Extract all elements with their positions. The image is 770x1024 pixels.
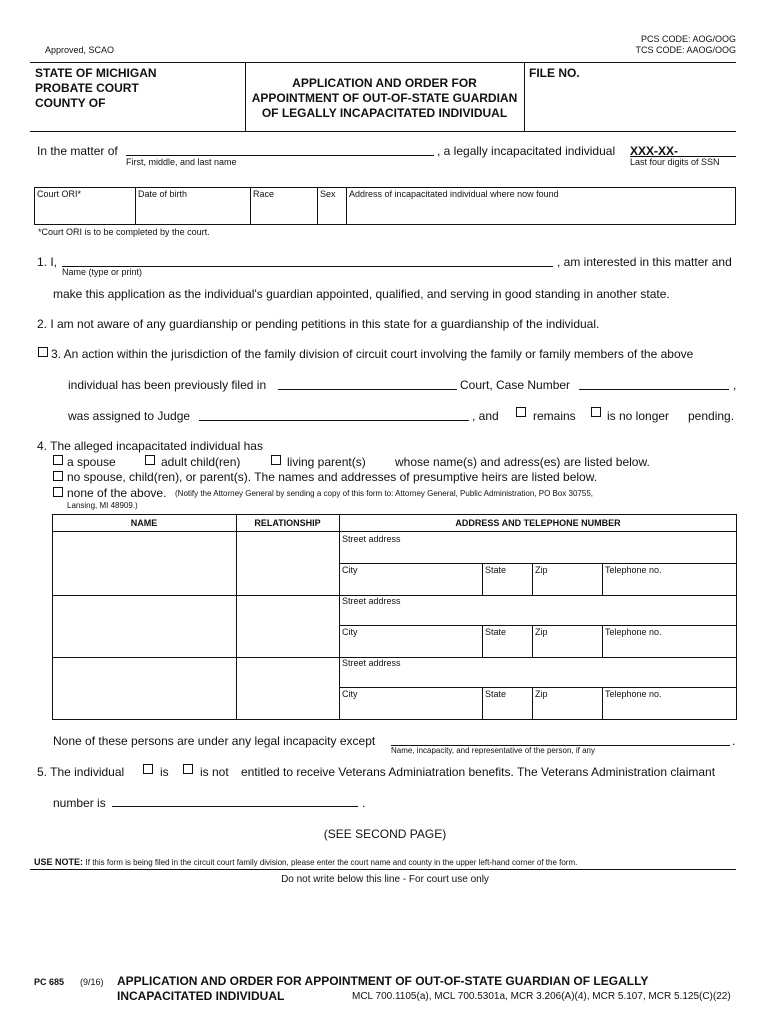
ag-note-line1: (Notify the Attorney General by sending a copy of this form to: Attorney General, Public Administration, PO Box 30755, — [175, 489, 593, 498]
form-title-line-1: APPLICATION AND ORDER FOR — [292, 76, 477, 90]
heir1-state-label: State — [485, 565, 507, 575]
heirs-name-header: NAME — [130, 518, 158, 528]
form-title — [245, 76, 524, 121]
file-no-field[interactable] — [526, 80, 734, 128]
name-caption: First, middle, and last name — [126, 157, 237, 167]
no-longer-label: is no longer — [607, 409, 670, 423]
court-use-label: Do not write below this line - For court use only — [281, 874, 489, 885]
heir2-phone-label: Telephone no. — [605, 627, 662, 637]
living-parents-checkbox[interactable] — [271, 455, 281, 465]
claimant-number-label: number is — [53, 796, 106, 810]
see-second-page: (SEE SECOND PAGE) — [323, 827, 447, 841]
footer-title-line2: INCAPACITATED INDIVIDUAL — [117, 989, 285, 1003]
item3-line3-b: , and — [472, 409, 499, 423]
footer-refs: MCL 700.1105(a), MCL 700.5301a, MCR 3.206(A)(4), MCR 5.107, MCR 5.125(C)(22) — [352, 991, 731, 1002]
heir1-street-label: Street address — [342, 534, 401, 544]
heir2-state-label: State — [485, 627, 507, 637]
ag-note-line2: Lansing, MI 48909.) — [67, 501, 138, 510]
court-ori-footnote: *Court ORI is to be completed by the court. — [38, 227, 210, 237]
heirs-relationship-header: RELATIONSHIP — [254, 518, 321, 528]
none-above-checkbox[interactable] — [53, 487, 63, 497]
dob-label: Date of birth — [138, 189, 188, 199]
no-family-checkbox[interactable] — [53, 471, 63, 481]
tcs-code: TCS CODE: AAOG/OOG — [635, 45, 736, 55]
heir1-city-label: City — [342, 565, 358, 575]
heir3-street-label: Street address — [342, 658, 401, 668]
form-title-line-3: OF LEGALLY INCAPACITATED INDIVIDUAL — [261, 106, 508, 120]
adult-children-checkbox[interactable] — [145, 455, 155, 465]
court-use-divider — [30, 869, 736, 870]
item1-prefix: 1. I, — [37, 255, 58, 269]
use-note-text: If this form is being filed in the circuit court family division, please enter the court name and county in the upper left-hand corner of the form. — [85, 858, 578, 867]
item3-line2-b: Court, Case Number — [460, 378, 571, 392]
address-label: Address of incapacitated individual where now found — [349, 189, 559, 199]
form-title-line-2: APPOINTMENT OF OUT-OF-STATE GUARDIAN — [251, 91, 518, 105]
footer-title-line1: APPLICATION AND ORDER FOR APPOINTMENT OF OUT-OF-STATE GUARDIAN OF LEGALLY — [117, 974, 649, 988]
judge-field[interactable] — [199, 420, 469, 421]
heir3-city-label: City — [342, 689, 358, 699]
state-label: STATE OF MICHIGAN — [35, 66, 157, 80]
va-is-label: is — [160, 765, 169, 779]
heir3-phone-label: Telephone no. — [605, 689, 662, 699]
individual-name-field[interactable] — [126, 155, 434, 156]
no-family-label: no spouse, child(ren), or parent(s). The names and addresses of presumptive heirs are listed below. — [67, 470, 598, 484]
item5-text: entitled to receive Veterans Adminiatration benefits. The Veterans Administration claimant — [241, 765, 716, 779]
use-note — [34, 857, 577, 867]
va-is-not-checkbox[interactable] — [183, 764, 193, 774]
item4-intro: 4. The alleged incapacitated individual has — [37, 439, 263, 453]
heir1-phone-label: Telephone no. — [605, 565, 662, 575]
item3-line1: 3. An action within the jurisdiction of the family division of circuit court involving the family or family members of the above — [51, 347, 694, 361]
item3-checkbox[interactable] — [38, 347, 48, 357]
spouse-label: a spouse — [67, 455, 116, 469]
form-number: PC 685 — [34, 977, 65, 987]
item5-end: . — [362, 796, 366, 810]
incapacity-caption: Name, incapacity, and representative of the person, if any — [391, 746, 595, 755]
race-label: Race — [253, 189, 275, 199]
listed-below-label: whose name(s) and adress(es) are listed below. — [395, 455, 650, 469]
no-longer-checkbox[interactable] — [591, 407, 601, 417]
item5-prefix: 5. The individual — [37, 765, 125, 779]
sex-label: Sex — [320, 189, 336, 199]
item3-line3-a: was assigned to Judge — [68, 409, 191, 423]
living-parents-label: living parent(s) — [287, 455, 366, 469]
matter-prefix: In the matter of — [37, 144, 118, 158]
court-label: PROBATE COURT — [35, 81, 139, 95]
heir2-zip-label: Zip — [535, 627, 548, 637]
address-cell[interactable] — [346, 187, 736, 225]
heir3-state-label: State — [485, 689, 507, 699]
case-number-field[interactable] — [579, 389, 729, 390]
prior-court-field[interactable] — [278, 389, 457, 390]
approved-label: Approved, SCAO — [45, 45, 115, 55]
race-cell[interactable] — [250, 187, 318, 225]
sex-cell[interactable] — [317, 187, 347, 225]
heirs-address-header: ADDRESS AND TELEPHONE NUMBER — [455, 518, 621, 528]
court-name — [35, 66, 157, 111]
item2-text: 2. I am not aware of any guardianship or pending petitions in this state for a guardianship of the individual. — [37, 317, 600, 331]
applicant-name-caption: Name (type or print) — [62, 267, 143, 277]
incapacity-text: None of these persons are under any legal incapacity except — [53, 734, 376, 748]
item3-line2-a: individual has been previously filed in — [68, 378, 267, 392]
item1-line2: make this application as the individual's guardian appointed, qualified, and serving in good standing in another state. — [53, 287, 670, 301]
heir2-street-label: Street address — [342, 596, 401, 606]
ssn-prefix: XXX-XX- — [630, 144, 679, 158]
pcs-code: PCS CODE: AOG/OOG — [640, 34, 736, 44]
pending-label: pending. — [688, 409, 735, 423]
va-is-not-label: is not — [200, 765, 229, 779]
use-note-label: USE NOTE: — [34, 857, 84, 867]
adult-children-label: adult child(ren) — [161, 455, 241, 469]
remains-label: remains — [533, 409, 576, 423]
county-label: COUNTY OF — [35, 96, 106, 110]
matter-suffix: , a legally incapacitated individual — [437, 144, 616, 158]
court-ori-label: Court ORI* — [37, 189, 82, 199]
heir3-zip-label: Zip — [535, 689, 548, 699]
va-is-checkbox[interactable] — [143, 764, 153, 774]
court-ori-cell[interactable] — [34, 187, 136, 225]
none-above-label: none of the above. — [67, 486, 167, 500]
item3-line2-c: , — [733, 378, 737, 392]
dob-cell[interactable] — [135, 187, 251, 225]
heir2-city-label: City — [342, 627, 358, 637]
claimant-number-field[interactable] — [112, 806, 358, 807]
remains-checkbox[interactable] — [516, 407, 526, 417]
file-no-label: FILE NO. — [529, 66, 580, 80]
form-date: (9/16) — [80, 977, 104, 987]
heir1-zip-label: Zip — [535, 565, 548, 575]
item1-suffix: , am interested in this matter and — [557, 255, 732, 269]
spouse-checkbox[interactable] — [53, 455, 63, 465]
incapacity-end: . — [732, 734, 736, 748]
ssn-caption: Last four digits of SSN — [630, 157, 720, 167]
